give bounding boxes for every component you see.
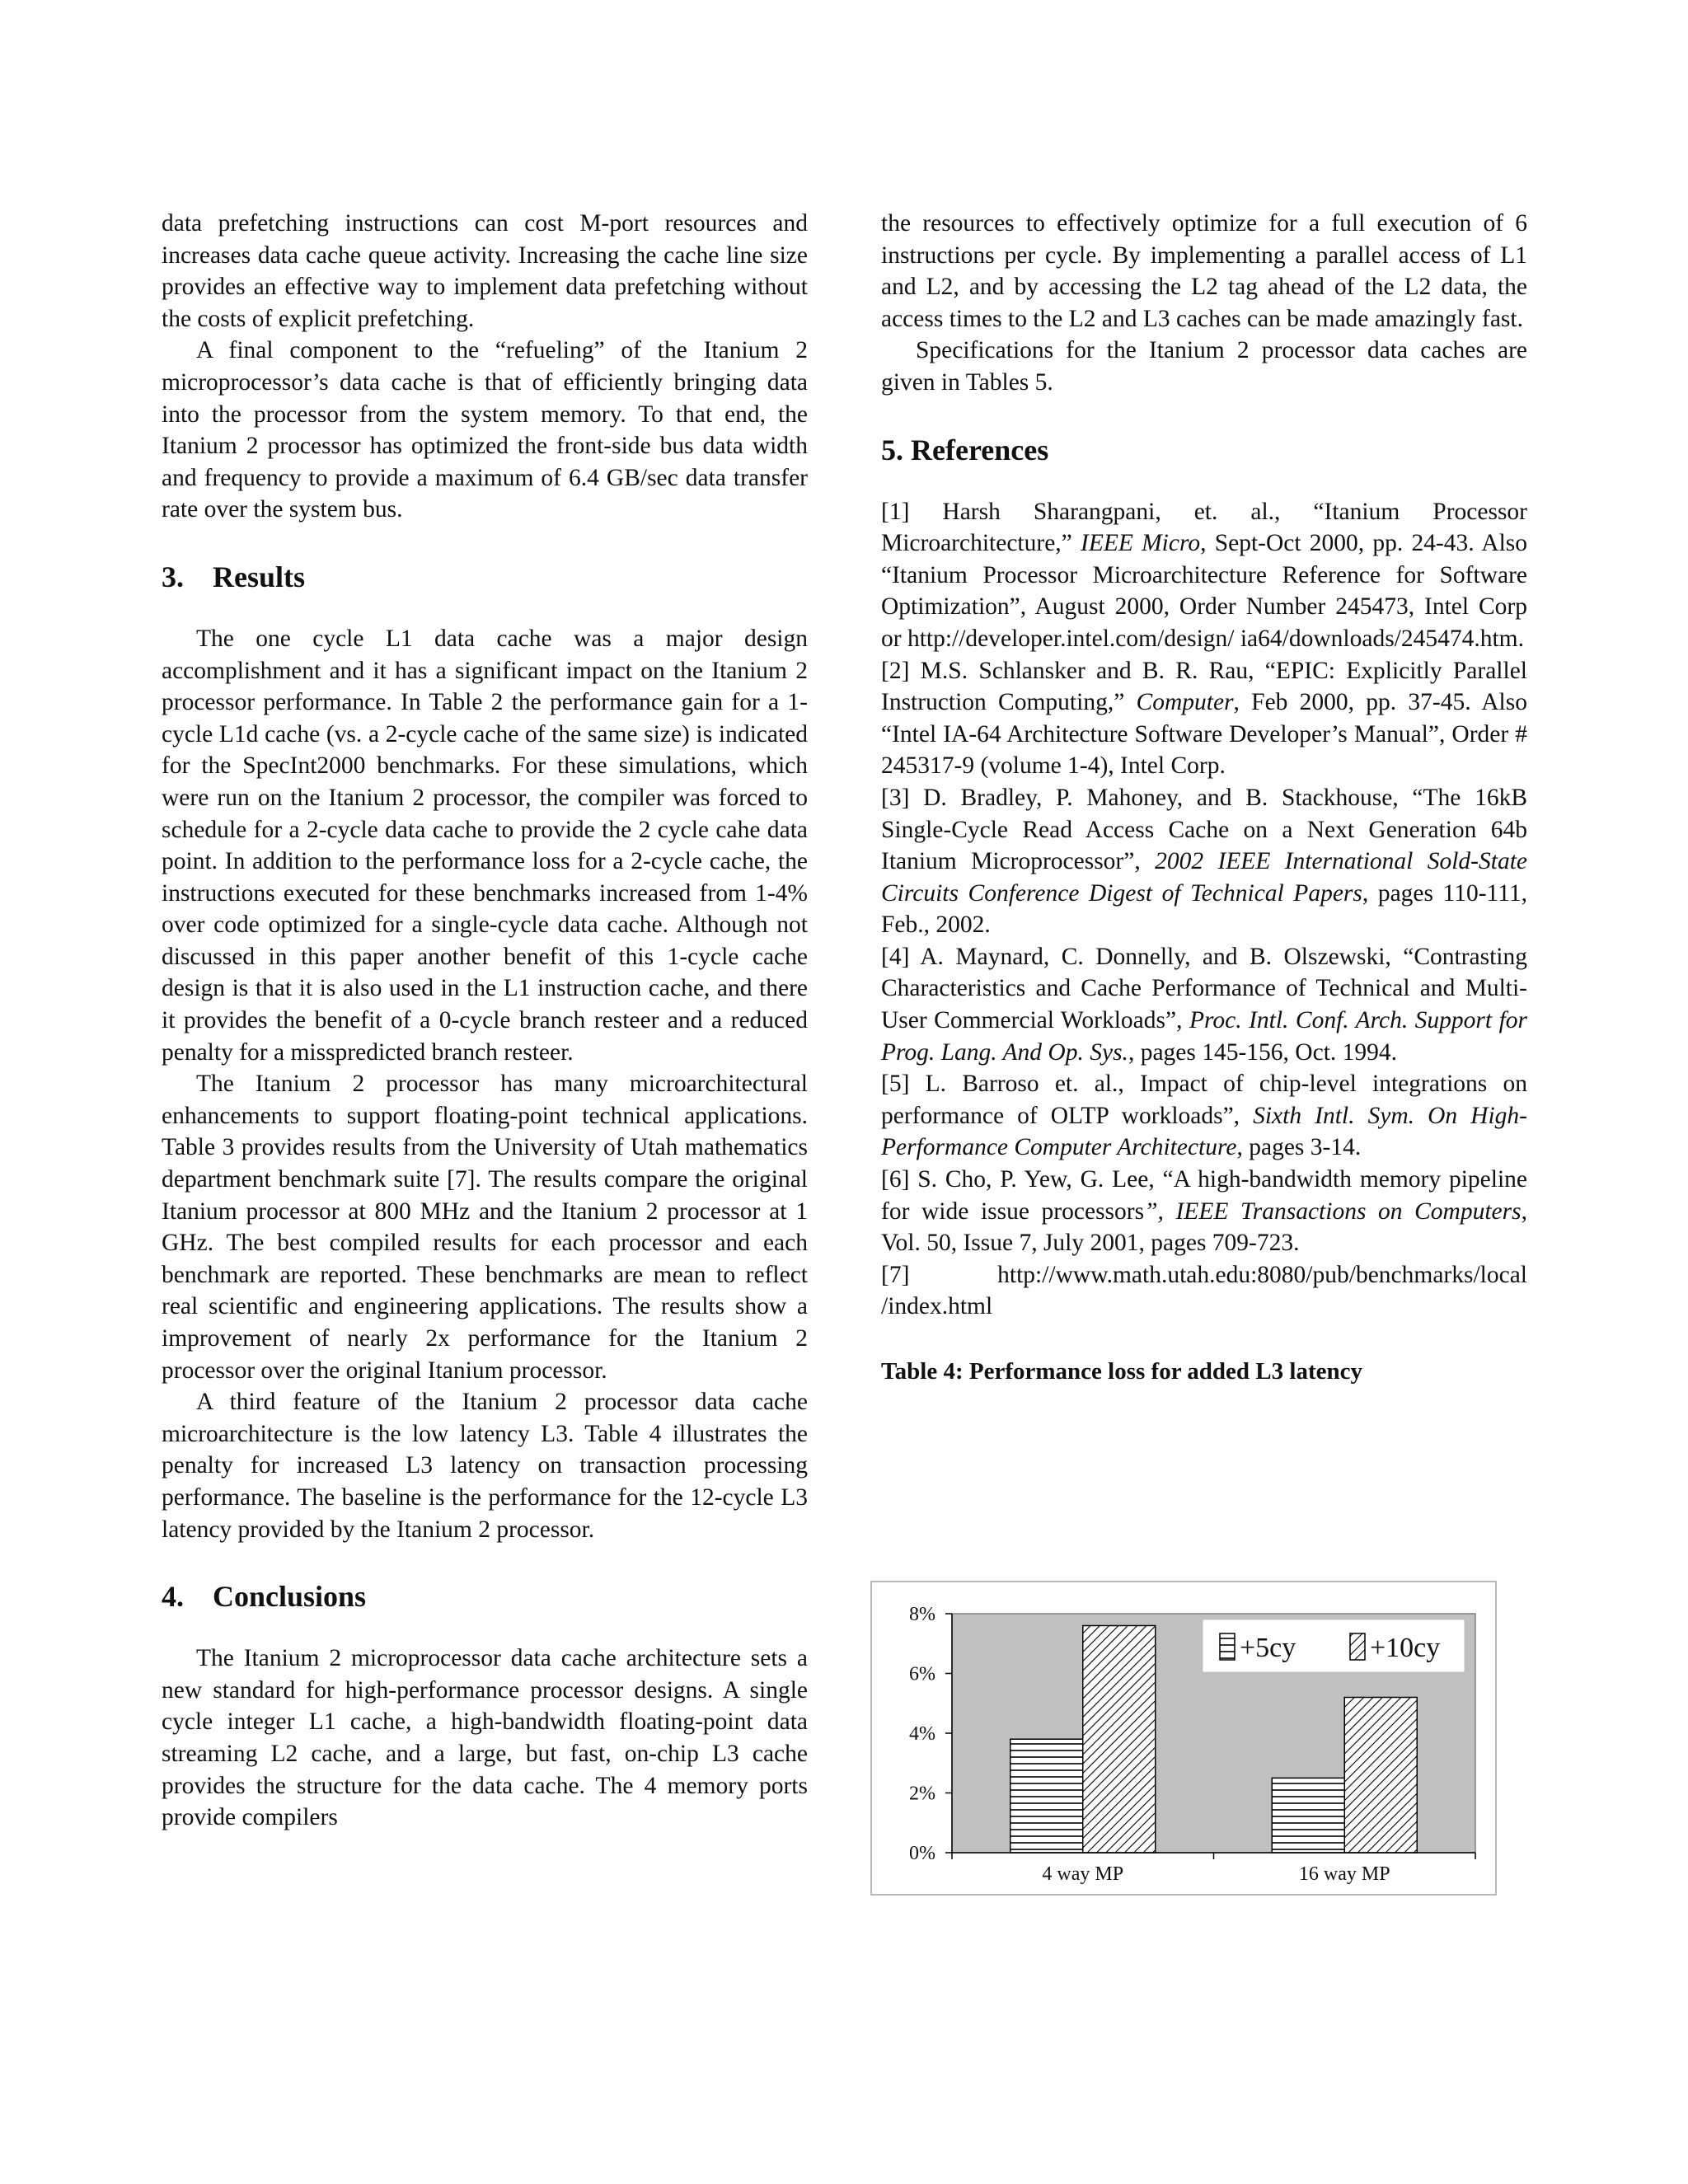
reference-text: [2] M.S. Schlansker and B. R. Rau, “EPIC: Explicitly Parallel Instruction Computing,” [881,657,1527,716]
bar-10cy-0 [1083,1626,1156,1854]
reference-text: [6] S. Cho, P. Yew, G. Lee, “A high-bandwidth memory pipeline for wide issue processors [881,1166,1527,1225]
reference-text: [7] http://www.math.utah.edu:8080/pub/benchmarks/local /index.html [881,1261,1527,1320]
reference-text: , Sept-Oct 2000, pp. 24-43. Also “Itanium Processor Microarchitecture Reference for Software Optimization”, August 2000, Order Number 245473, Intel Corp or http://developer.intel.com/design/ ia64/downloads/245474.htm. [881,530,1528,652]
reference-text: , pages 110-111, Feb., 2002. [881,879,1527,939]
section-title: Results [213,560,306,593]
reference-venue: ”, IEEE Transactions on Computers [1144,1197,1522,1225]
legend-label: +10cy [1370,1633,1441,1663]
reference-list [881,496,1527,1323]
chart-canvas [872,1582,1495,1894]
left-column [162,208,808,1834]
reference-item [881,496,1527,655]
reference-venue: 2002 IEEE International Sold-State Circuits Conference Digest of Technical Papers [881,848,1527,907]
y-tick-label: 4% [909,1723,935,1745]
results-heading [162,559,808,595]
legend-swatch-10cy [1350,1633,1365,1660]
table-caption: Table 4: Performance loss for added L3 latency [881,1358,1362,1385]
bar-chart [870,1581,1497,1896]
paragraph: Specifications for the Itanium 2 processor data caches are given in Tables 5. [881,337,1527,396]
reference-item [881,941,1527,1068]
paragraph: A third feature of the Itanium 2 processor data cache microarchitecture is the low latency L3. Table 4 illustrates the penalty for increased L3 latency on transaction processing performance. The baseline is the performance for the 12-cycle L3 latency provided by the Itanium 2 processor. [162,1389,808,1543]
section-number: 3. [162,560,184,593]
bar-10cy-1 [1344,1698,1417,1854]
reference-venue: Computer [1136,689,1234,716]
bar-5cy-0 [1010,1739,1083,1853]
conclusions-heading [162,1578,808,1615]
section-title: Conclusions [213,1580,367,1614]
reference-text: [4] A. Maynard, C. Donnelly, and B. Olszewski, “Contrasting Characteristics and Cache Performance of Technical and Multi-User Commercial Workloads”, [881,943,1527,1034]
y-tick-label: 0% [909,1843,935,1864]
reference-item [881,655,1527,782]
legend-label: +5cy [1240,1633,1296,1663]
paragraph: data prefetching instructions can cost M-port resources and increases data cache queue activity. Increasing the cache line size provides an effective way to implement data prefetching without the costs of explicit prefetching. [162,210,808,332]
y-tick-label: 6% [909,1663,935,1685]
reference-venue: Proc. Intl. Conf. Arch. Support for Prog. Lang. And Op. Sys. [881,1007,1528,1066]
bar-5cy-1 [1272,1778,1344,1853]
y-tick-label: 2% [909,1783,935,1805]
legend-swatch-5cy [1220,1633,1235,1660]
section-number: 4. [162,1580,184,1614]
paragraph: A final component to the “refueling” of the Itanium 2 microprocessor’s data cache is that of efficiently bringing data into the processor from the system memory. To that end, the Itanium 2 processor has optimized the front-side bus data width and frequency to provide a maximum of 6.4 GB/sec data transfer rate over the system bus. [162,337,808,523]
reference-venue: Sixth Intl. Sym. On High-Performance Computer Architecture [881,1102,1527,1161]
reference-item [881,782,1527,941]
reference-text: [1] Harsh Sharangpani, et. al., “Itanium Processor Microarchitecture,” [881,498,1527,557]
reference-text: , Feb 2000, pp. 37-45. Also “Intel IA-64 Architecture Software Developer’s Manual”, Order # 245317-9 (volume 1-4), Intel Corp. [881,689,1527,780]
reference-text: [3] D. Bradley, P. Mahoney, and B. Stackhouse, “The 16kB Single-Cycle Read Access Cache on a Next Generation 64b Itanium Microprocessor”, [881,784,1527,875]
reference-item [881,1068,1527,1164]
paragraph: The Itanium 2 processor has many microarchitectural enhancements to support floating-point technical applications. Table 3 provides results from the University of Utah mathematics department benchmark suite [7]. The results compare the original Itanium processor at 800 MHz and the Itanium 2 processor at 1 GHz. The best compiled results for each processor and each benchmark are reported. These benchmarks are mean to reflect real scientific and engineering applications. The results show a improvement of nearly 2x performance for the Itanium 2 processor over the original Itanium processor. [162,1071,808,1384]
references-heading: 5. References [881,433,1049,466]
x-tick-label: 16 way MP [1298,1863,1390,1885]
y-tick-label: 8% [909,1604,935,1625]
reference-item [881,1259,1527,1323]
paragraph: The Itanium 2 microprocessor data cache architecture sets a new standard for high-performance processor designs. A single cycle integer L1 cache, a high-bandwidth floating-point data streaming L2 cache, and a large, but fast, on-chip L3 cache provides the structure for the data cache. The 4 memory ports provide compilers [162,1645,808,1831]
reference-venue: IEEE Micro [1081,530,1201,557]
reference-text: , pages 145-156, Oct. 1994. [1128,1038,1398,1066]
reference-text: [5] L. Barroso et. al., Impact of chip-level integrations on performance of OLTP workloads”, [881,1071,1527,1129]
paragraph: the resources to effectively optimize for a full execution of 6 instructions per cycle. By implementing a parallel access of L1 and L2, and by accessing the L2 tag ahead of the L2 data, the access times to the L2 and L3 caches can be made amazingly fast. [881,210,1527,332]
reference-text: , pages 3-14. [1236,1134,1362,1161]
right-column [881,208,1527,1387]
reference-item [881,1164,1527,1259]
paragraph: The one cycle L1 data cache was a major design accomplishment and it has a significant impact on the Itanium 2 processor performance. In Table 2 the performance gain for a 1-cycle L1d cache (vs. a 2-cycle cache of the same size) is indicated for the SpecInt2000 benchmarks. For these simulations, which were run on the Itanium 2 processor, the compiler was forced to schedule for a 2-cycle data cache to provide the 2 cycle cahe data point. In addition to the performance loss for a 2-cycle cache, the instructions executed for these benchmarks increased from 1-4% over code optimized for a single-cycle data cache. Although not discussed in this paper another benefit of this 1-cycle cache design is that it is also used in the L1 instruction cache, and there it provides the benefit of a 0-cycle branch resteer and a reduced penalty for a misspredicted branch resteer. [162,625,808,1066]
x-tick-label: 4 way MP [1042,1863,1124,1885]
reference-text: , Vol. 50, Issue 7, July 2001, pages 709-723. [881,1197,1527,1257]
